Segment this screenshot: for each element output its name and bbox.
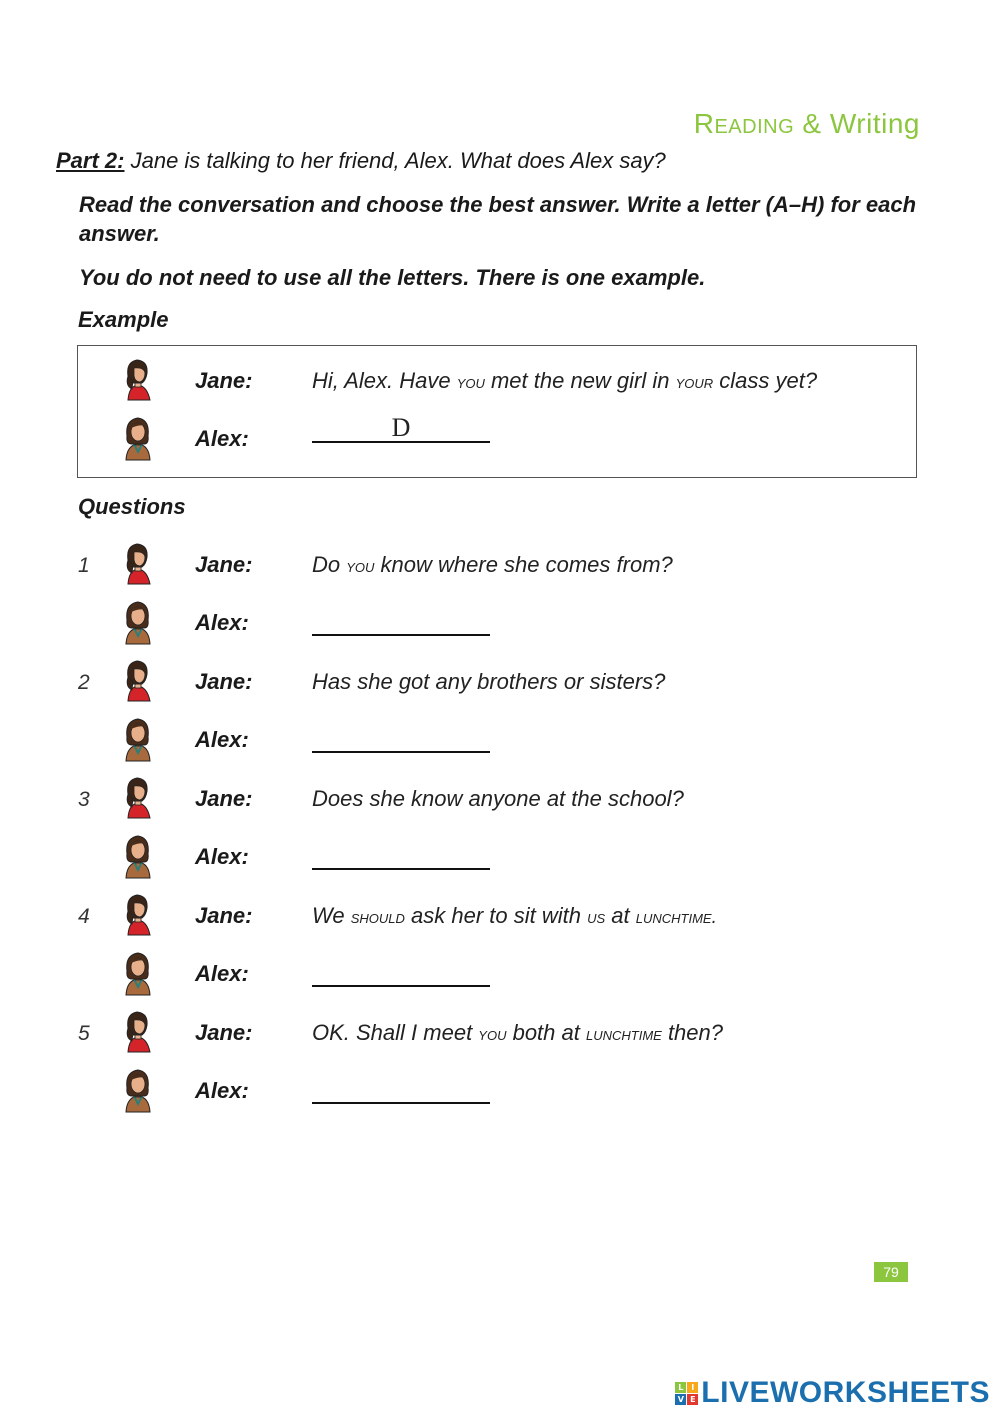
question-number-1: 1	[78, 554, 90, 577]
alex-portrait-icon	[120, 414, 156, 462]
liveworksheets-logo	[675, 1376, 990, 1410]
q3-jane-label: Jane:	[195, 786, 253, 811]
q5-answer-input[interactable]	[312, 1102, 490, 1104]
alex-portrait-icon	[120, 949, 156, 997]
example-answer-line	[312, 441, 490, 443]
logo-mark-icon: L I V E	[675, 1382, 698, 1405]
q4-answer-input[interactable]	[312, 985, 490, 987]
q5-jane-line: OK. Shall I meet you both at lunchtime then?	[312, 1020, 723, 1045]
q5-alex-label: Alex:	[195, 1078, 249, 1103]
q1-alex-label: Alex:	[195, 610, 249, 635]
question-number-5: 5	[78, 1022, 90, 1045]
part-description: Jane is talking to her friend, Alex. What does Alex say?	[124, 148, 666, 173]
section-title	[694, 108, 920, 140]
section-title-ampersand: &	[794, 108, 830, 139]
section-title-writing: Writing	[829, 108, 920, 139]
example-heading: Example	[78, 307, 169, 332]
q4-jane-line: We should ask her to sit with us at lunchtime.	[312, 903, 717, 928]
questions-heading: Questions	[78, 494, 186, 519]
jane-portrait-icon	[120, 540, 156, 588]
example-answer: D	[391, 413, 411, 442]
q1-answer-input[interactable]	[312, 634, 490, 636]
jane-portrait-icon	[120, 657, 156, 705]
question-number-2: 2	[78, 671, 90, 694]
instruction-1: Read the conversation and choose the best answer. Write a letter (A–H) for each answer.	[79, 192, 917, 246]
q2-jane-label: Jane:	[195, 669, 253, 694]
example-jane-label: Jane:	[195, 368, 253, 393]
q5-jane-label: Jane:	[195, 1020, 253, 1045]
jane-portrait-icon	[120, 356, 156, 404]
question-number-4: 4	[78, 905, 90, 928]
alex-portrait-icon	[120, 598, 156, 646]
jane-portrait-icon	[120, 774, 156, 822]
question-number-3: 3	[78, 788, 90, 811]
example-jane-line: Hi, Alex. Have you met the new girl in your class yet?	[312, 368, 818, 393]
alex-portrait-icon	[120, 832, 156, 880]
jane-portrait-icon	[120, 891, 156, 939]
example-alex-label: Alex:	[195, 426, 249, 451]
q2-jane-line: Has she got any brothers or sisters?	[312, 669, 666, 694]
q1-jane-line: Do you know where she comes from?	[312, 552, 673, 577]
part-heading	[56, 148, 666, 174]
q3-answer-input[interactable]	[312, 868, 490, 870]
example-box	[77, 345, 917, 478]
logo-text: LIVEWORKSHEETS	[701, 1376, 990, 1409]
q4-alex-label: Alex:	[195, 961, 249, 986]
q4-jane-label: Jane:	[195, 903, 253, 928]
alex-portrait-icon	[120, 1066, 156, 1114]
instruction-2: You do not need to use all the letters. There is one example.	[79, 265, 706, 290]
jane-portrait-icon	[120, 1008, 156, 1056]
q1-jane-label: Jane:	[195, 552, 253, 577]
q2-alex-label: Alex:	[195, 727, 249, 752]
q3-alex-label: Alex:	[195, 844, 249, 869]
q2-answer-input[interactable]	[312, 751, 490, 753]
alex-portrait-icon	[120, 715, 156, 763]
page-number: 79	[874, 1262, 908, 1282]
section-title-reading: Reading	[693, 108, 795, 139]
q3-jane-line: Does she know anyone at the school?	[312, 786, 684, 811]
part-label: Part 2:	[56, 148, 125, 173]
